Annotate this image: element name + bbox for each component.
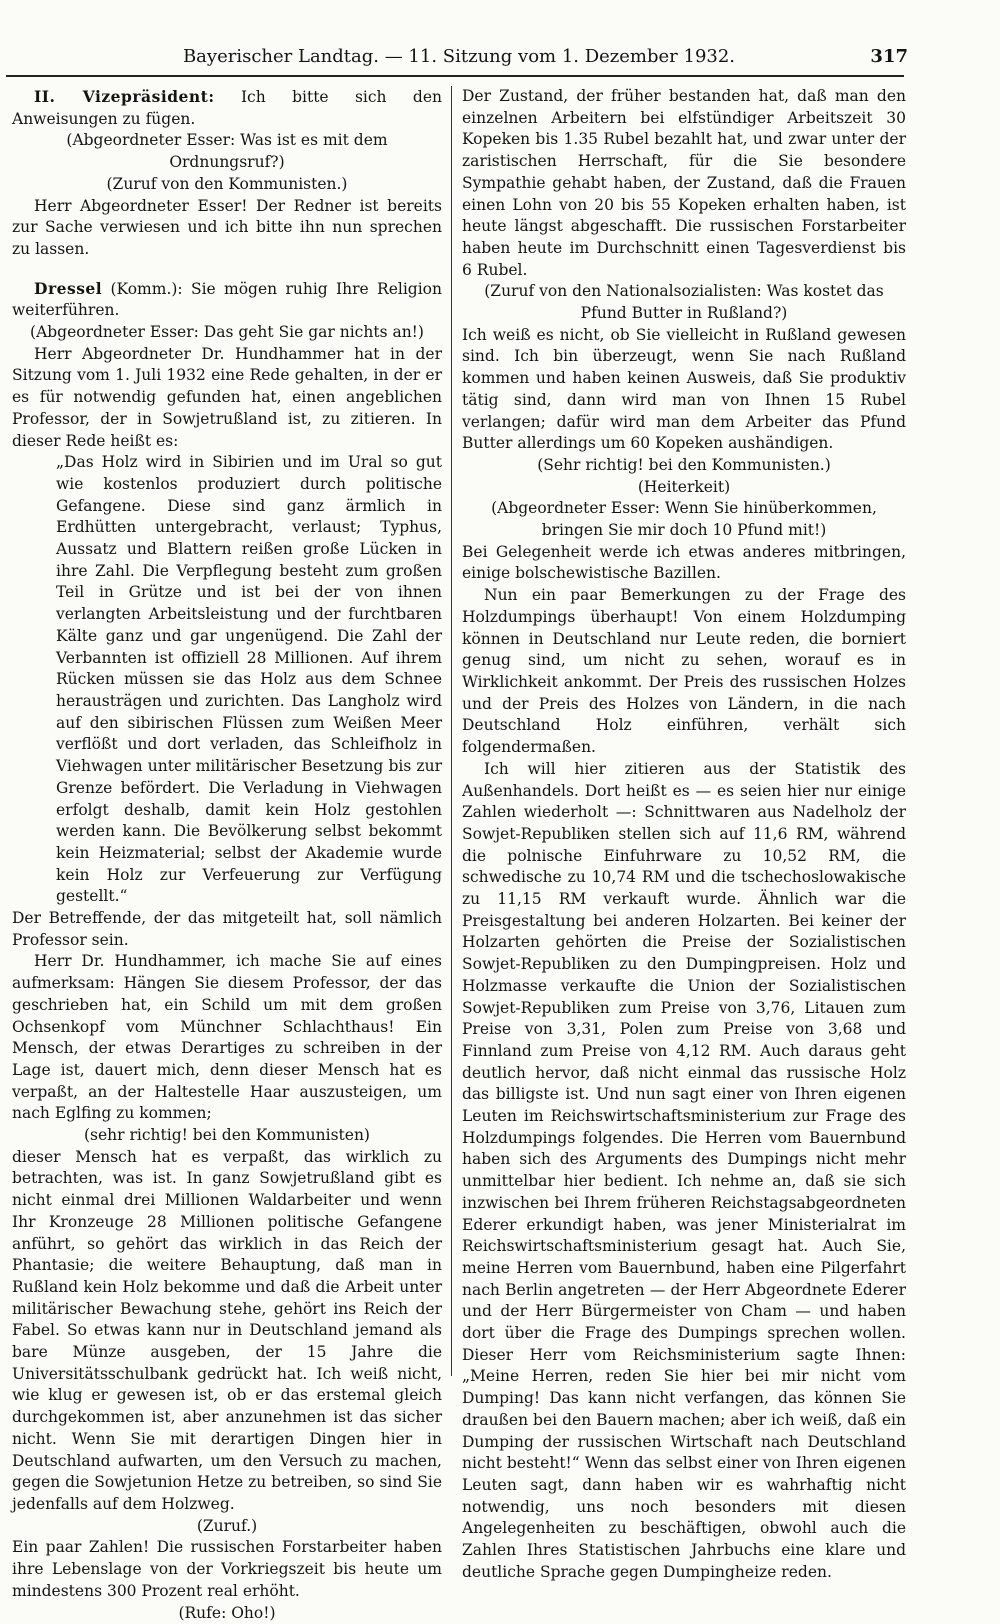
speaker-name: II. Vizepräsident: <box>34 87 215 106</box>
paragraph: Herr Dr. Hundhammer, ich mache Sie auf eines aufmerksam: Hängen Sie diesem Professor, der das geschrieben hat, ein Schild um mit dem großen Ochsenkopf vom Münchner Schlachthaus! Ein Mensch, der etwas Derartiges zu schreiben in der Lage ist, dauert mich, denn dieser Mensch hat es verpaßt, an der Haltestelle Haar auszusteigen, um nach Eglfing zu kommen; <box>12 952 442 1123</box>
paragraph: Der Betreffende, der das mitgeteilt hat, soll nämlich Professor sein. <box>12 909 442 949</box>
speech-text: Ich bitte sich den Anweisungen zu fügen. <box>12 88 442 128</box>
interjection: (Abgeordneter Esser: Was ist es mit dem Ordnungsruf?) <box>66 131 388 172</box>
paragraph <box>12 86 442 130</box>
paragraph: Nun ein paar Bemerkungen zu der Frage des Holzdumpings überhaupt! Von einem Holzdumping können in Deutschland nur Leute reden, die borniert genug sind, um nicht zu sehen, worauf es in Wirklichkeit ankommt. Der Preis des russischen Holzes und der Preis des Holzes von Ländern, in die nach Deutschland Holz einführen, verhält sich folgendermaßen. <box>462 586 906 757</box>
header-rule <box>6 75 904 77</box>
right-column <box>462 86 906 1584</box>
paragraph: Ich will hier zitieren aus der Statistik des Außenhandels. Dort heißt es — es seien hier nur einige Zahlen wiederholt —: Schnittwaren aus Nadelholz der Sowjet-Republiken stellen sich auf 11,6 RM, während die polnische Einfuhrware zu 10,52 RM, die schwedische zu 10,74 RM und die tschechoslowakische zu 11,15 RM verkauft wurde. Ähnlich war die Preisgestaltung bei anderen Holzarten. Bei keiner der Holzarten gehörten die Preise der Sozialistischen Sowjet-Republiken zu den Dumpingpreisen. Holz und Holzmasse verkaufte die Union der Sozialistischen Sowjet-Republiken zum Preise von 3,76, Litauen zum Preise von 3,31, Polen zum Preise von 3,68 und Finnland zum Preise von 4,12 RM. Auch daraus geht deutlich hervor, daß nicht einmal das russische Holz das billigste ist. Und nun sagt einer von Ihren eigenen Leuten im Reichswirtschaftsministerium zur Frage des Holzdumpings folgendes. Die Herren vom Bauernbund haben sich des Arguments des Dumpings nicht mehr unmittelbar hier bedient. Ich nehme an, daß sie sich inzwischen bei Ihrem früheren Reichstagsabgeordneten Ederer erkundigt haben, was jener Ministerialrat im Reichswirtschaftsministerium gesagt hat. Auch Sie, meine Herren vom Bauernbund, haben eine Pilgerfahrt nach Berlin angetreten — der Herr Abgeordnete Ederer und der Herr Bürgermeister von Cham — und haben dort über die Frage des Dumpings sprechen wollen. Dieser Herr vom Reichsministerium sagte Ihnen: „Meine Herren, reden Sie hier bei mir nicht vom Dumping! Das kann nicht verfangen, das können Sie draußen bei den Bauern machen; aber ich weiß, daß ein Dumping der russischen Wirtschaft nach Deutschland nicht besteht!“ Wenn das selbst einer von Ihren eigenen Leuten sagt, dann haben wir es wahrhaftig nicht notwendig, uns noch besonders mit diesen Angelegenheiten zu beschäftigen, obwohl auch die Zahlen Ihres Statistischen Jahrbuchs eine klare und deutliche Sprache gegen Dumpingheize reden. <box>462 759 906 1581</box>
speaker-name: Dressel <box>34 278 103 298</box>
paragraph: dieser Mensch hat es verpaßt, das wirklich zu betrachten, was ist. In ganz Sowjetrußland gibt es nicht einmal drei Millionen Waldarbeiter und wenn Ihr Kronzeuge 28 Millionen politische Gefangene anführt, so gehört das wirklich in das Reich der Phantasie; die weitere Behauptung, daß man in Rußland kein Holz bekomme und daß die Arbeit unter militärischer Bewachung stehe, gehört ins Reich der Fabel. So etwas kann nur in Deutschland jemand als bare Münze ausgeben, der 15 Jahre die Universitätsschulbank gedrückt hat. Ich weiß nicht, wie klug er gewesen ist, ob er das erstemal gleich durchgekommen ist, aber anzunehmen ist das sicher nicht. Wenn Sie mit derartigen Dingen hier in Deutschland aufwarten, um den Versuch zu machen, gegen die Sowjetunion Hetze zu betreiben, so sind Sie jedenfalls auf dem Holzweg. <box>12 1147 442 1513</box>
interjection: (Zuruf.) <box>196 1516 258 1535</box>
interjection: (Abgeordneter Esser: Wenn Sie hinüberkommen, bringen Sie mir doch 10 Pfund mit!) <box>491 499 877 540</box>
interjection: (Zuruf von den Kommunisten.) <box>106 174 348 193</box>
left-column <box>12 86 442 1624</box>
paragraph: Herr Abgeordneter Dr. Hundhammer hat in der Sitzung vom 1. Juli 1932 eine Rede gehalten, in der er es für notwendig gefunden hat, einen angeblichen Professor, der in Sowjetrußland ist, zu zitieren. In dieser Rede heißt es: <box>12 344 442 450</box>
column-divider <box>451 86 452 1376</box>
interjection: (Rufe: Oho!) <box>178 1603 276 1622</box>
paragraph: Der Zustand, der früher bestanden hat, daß man den einzelnen Arbeitern bei elfstündiger Arbeitszeit 30 Kopeken bis 1.35 Rubel bezahlt hat, und zwar unter der zaristischen Herrschaft, für die Sie besondere Sympathie gehabt haben, der Zustand, daß die Frauen einen Lohn von 20 bis 55 Kopeken erhalten haben, ist heute längst abgeschafft. Die russischen Forstarbeiter haben heute im Durchschnitt einen Tagesverdienst bis 6 Rubel. <box>462 87 906 279</box>
paragraph: Ein paar Zahlen! Die russischen Forstarbeiter haben ihre Lebenslage von der Vorkriegszeit bis heute um mindestens 300 Prozent real erhöht. <box>12 1538 442 1600</box>
running-title: Bayerischer Landtag. — 11. Sitzung vom 1. Dezember 1932. <box>182 46 736 67</box>
interjection: (Heiterkeit) <box>637 477 731 496</box>
interjection: (Zuruf von den Nationalsozialisten: Was kostet das Pfund Butter in Rußland?) <box>484 282 884 323</box>
interjection: (Sehr richtig! bei den Kommunisten.) <box>537 455 831 474</box>
paragraph: Ich weiß es nicht, ob Sie vielleicht in Rußland gewesen sind. Ich bin überzeugt, wenn Sie nach Rußland kommen und haben keinen Ausweis, daß Sie produktiv tätig sind, dann wird man von Ihnen 15 Rubel verlangen; dafür wird man dem Arbeiter das Pfund Butter allerdings um 60 Kopeken aushändigen. <box>462 325 906 453</box>
interjection: (sehr richtig! bei den Kommunisten) <box>84 1126 370 1145</box>
paragraph <box>12 278 442 322</box>
quotation: „Das Holz wird in Sibirien und im Ural so gut wie kostenlos produziert durch politische Gefangene. Diese sind ganz ärmlich in Erdhütten untergebracht, verlaust; Typhus, Aussatz und Blattern reißen große Lücken in ihre Zahl. Die Verpflegung besteht zum großen Teil in Grütze und ist bei der von ihnen verlangten Arbeitsleistung und der furchtbaren Kälte ganz und gar ungenügend. Die Zahl der Verbannten ist offiziell 28 Millionen. Auf ihrem Rücken müssen sie das Holz aus dem Schnee herausträgen und zurichten. Das Langholz wird auf den sibirischen Flüssen zum Weißen Meer verflößt und dort verladen, das Schleifholz in Viehwagen unter militärischer Besetzung bis zur Grenze befördert. Die Verladung in Viehwagen erfolgt deshalb, damit kein Holz gestohlen werden kann. Die Bevölkerung selbst bekommt kein Heizmaterial; selbst der Akademie wurde kein Holz zur Verfeuerung zur Verfügung gestellt.“ <box>56 453 442 906</box>
paragraph: Bei Gelegenheit werde ich etwas anderes mitbringen, einige bolschewistische Bazillen. <box>462 542 906 583</box>
paragraph: Herr Abgeordneter Esser! Der Redner ist bereits zur Sache verwiesen und ich bitte ihn nun sprechen zu lassen. <box>12 196 442 258</box>
speech-text: (Komm.): Sie mögen ruhig Ihre Religion weiterführen. <box>12 279 442 320</box>
page-header <box>10 42 908 76</box>
page-number: 317 <box>870 46 908 67</box>
interjection: (Abgeordneter Esser: Das geht Sie gar nichts an!) <box>30 323 424 342</box>
